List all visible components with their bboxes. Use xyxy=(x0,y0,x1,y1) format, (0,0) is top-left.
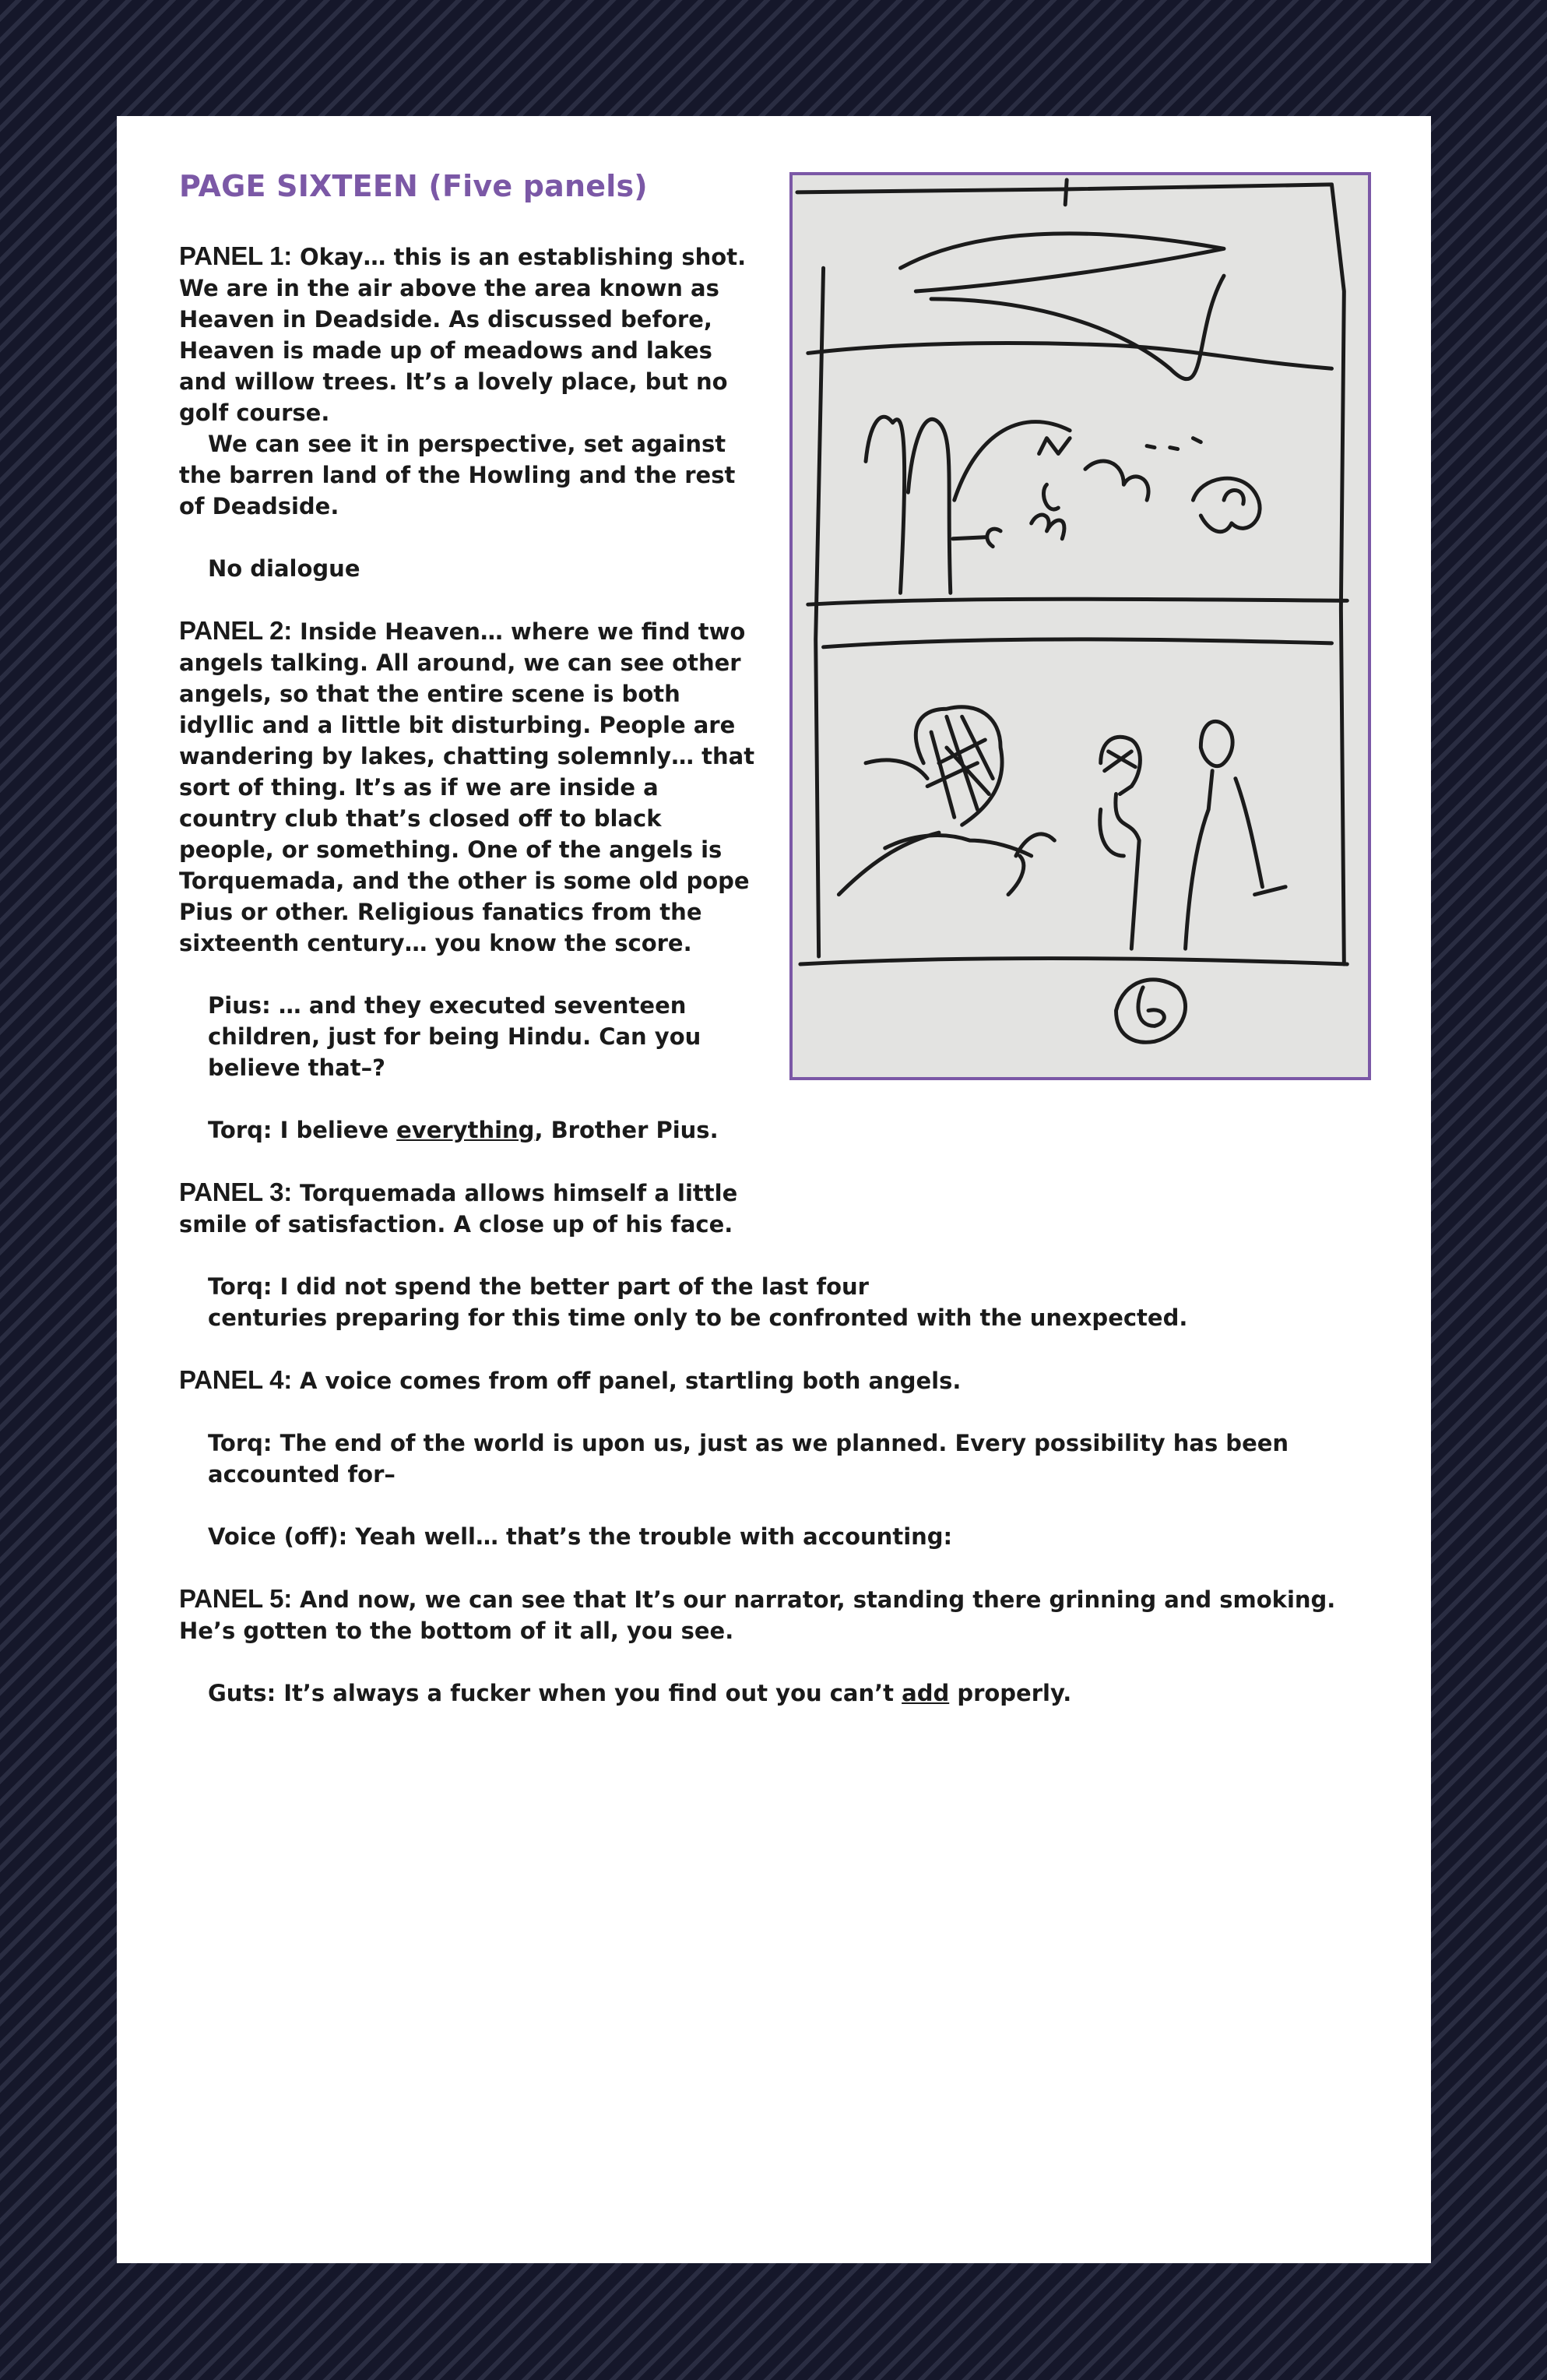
panel-4-text: A voice comes from off panel, startling both angels. xyxy=(291,1368,962,1394)
panel-2-label: PANEL 2: xyxy=(179,616,292,645)
underlined-word: add xyxy=(902,1680,950,1706)
panel-5-text: And now, we can see that It’s our narrator, standing there grinning and smoking. He’s gotten to the bottom of it all, you see. xyxy=(179,1586,1336,1644)
panel-1-description xyxy=(179,241,759,428)
script-page xyxy=(117,116,1431,2263)
panel-3-dialogue-line-b: centuries preparing for this time only to be confronted with the unexpected. xyxy=(208,1304,1188,1331)
panel-1-description-cont: We can see it in perspective, set against the barren land of the Howling and the rest of Deadside. xyxy=(179,431,736,519)
panel-4-dialogue-torq: Torq: The end of the world is upon us, just as we planned. Every possibility has been accounted for– xyxy=(208,1430,1289,1488)
panel-2-description xyxy=(179,615,759,959)
panel-5-dialogue-guts xyxy=(179,1678,1394,1709)
panel-4-dialogue-voice: Voice (off): Yeah well… that’s the trouble with accounting: xyxy=(208,1523,953,1550)
dialogue-text: Guts: It’s always a fucker when you find out you can’t xyxy=(208,1680,902,1706)
panel-1-text: Okay… this is an establishing shot. We are in the air above the area known as Heaven in Deadside. As discussed before, Heaven is made up of meadows and lakes and willow trees. It’s a lovely place, but no golf course. xyxy=(179,244,747,426)
panel-3-label: PANEL 3: xyxy=(179,1178,292,1206)
dialogue-text: Torq: I believe xyxy=(208,1117,397,1143)
panel-2-dialogue-pius: Pius: … and they executed seventeen children, just for being Hindu. Can you believe that–? xyxy=(208,992,701,1081)
dialogue-text: properly. xyxy=(949,1680,1072,1706)
panel-3-description xyxy=(179,1177,759,1240)
page-title: PAGE SIXTEEN (Five panels) xyxy=(179,169,648,203)
panel-5-label: PANEL 5: xyxy=(179,1584,292,1613)
panel-4-label: PANEL 4: xyxy=(179,1365,292,1394)
panel-2-dialogue-torq xyxy=(179,1114,1394,1146)
script-body xyxy=(179,241,1394,1709)
dialogue-text: , Brother Pius. xyxy=(534,1117,719,1143)
panel-2-text: Inside Heaven… where we find two angels talking. All around, we can see other angels, so that the entire scene is both idyllic and a little bit disturbing. People are wandering by lakes, chatting solemnly… that sort of thing. It’s as if we are inside a country club that’s closed off to black people, or something. One of the angels is Torquemada, and the other is some old pope Pius or other. Religious fanatics from the sixteenth century… you know the score. xyxy=(179,618,755,956)
panel-5-description xyxy=(179,1583,1394,1646)
panel-3-dialogue-line-a: Torq: I did not spend the better part of the last four xyxy=(208,1273,869,1300)
panel-3-text: Torquemada allows himself a little smile of satisfaction. A close up of his face. xyxy=(179,1180,738,1238)
panel-1-dialogue: No dialogue xyxy=(208,555,360,582)
underlined-word: everything xyxy=(396,1117,535,1143)
panel-4-description xyxy=(179,1364,1394,1396)
panel-1-label: PANEL 1: xyxy=(179,241,292,270)
